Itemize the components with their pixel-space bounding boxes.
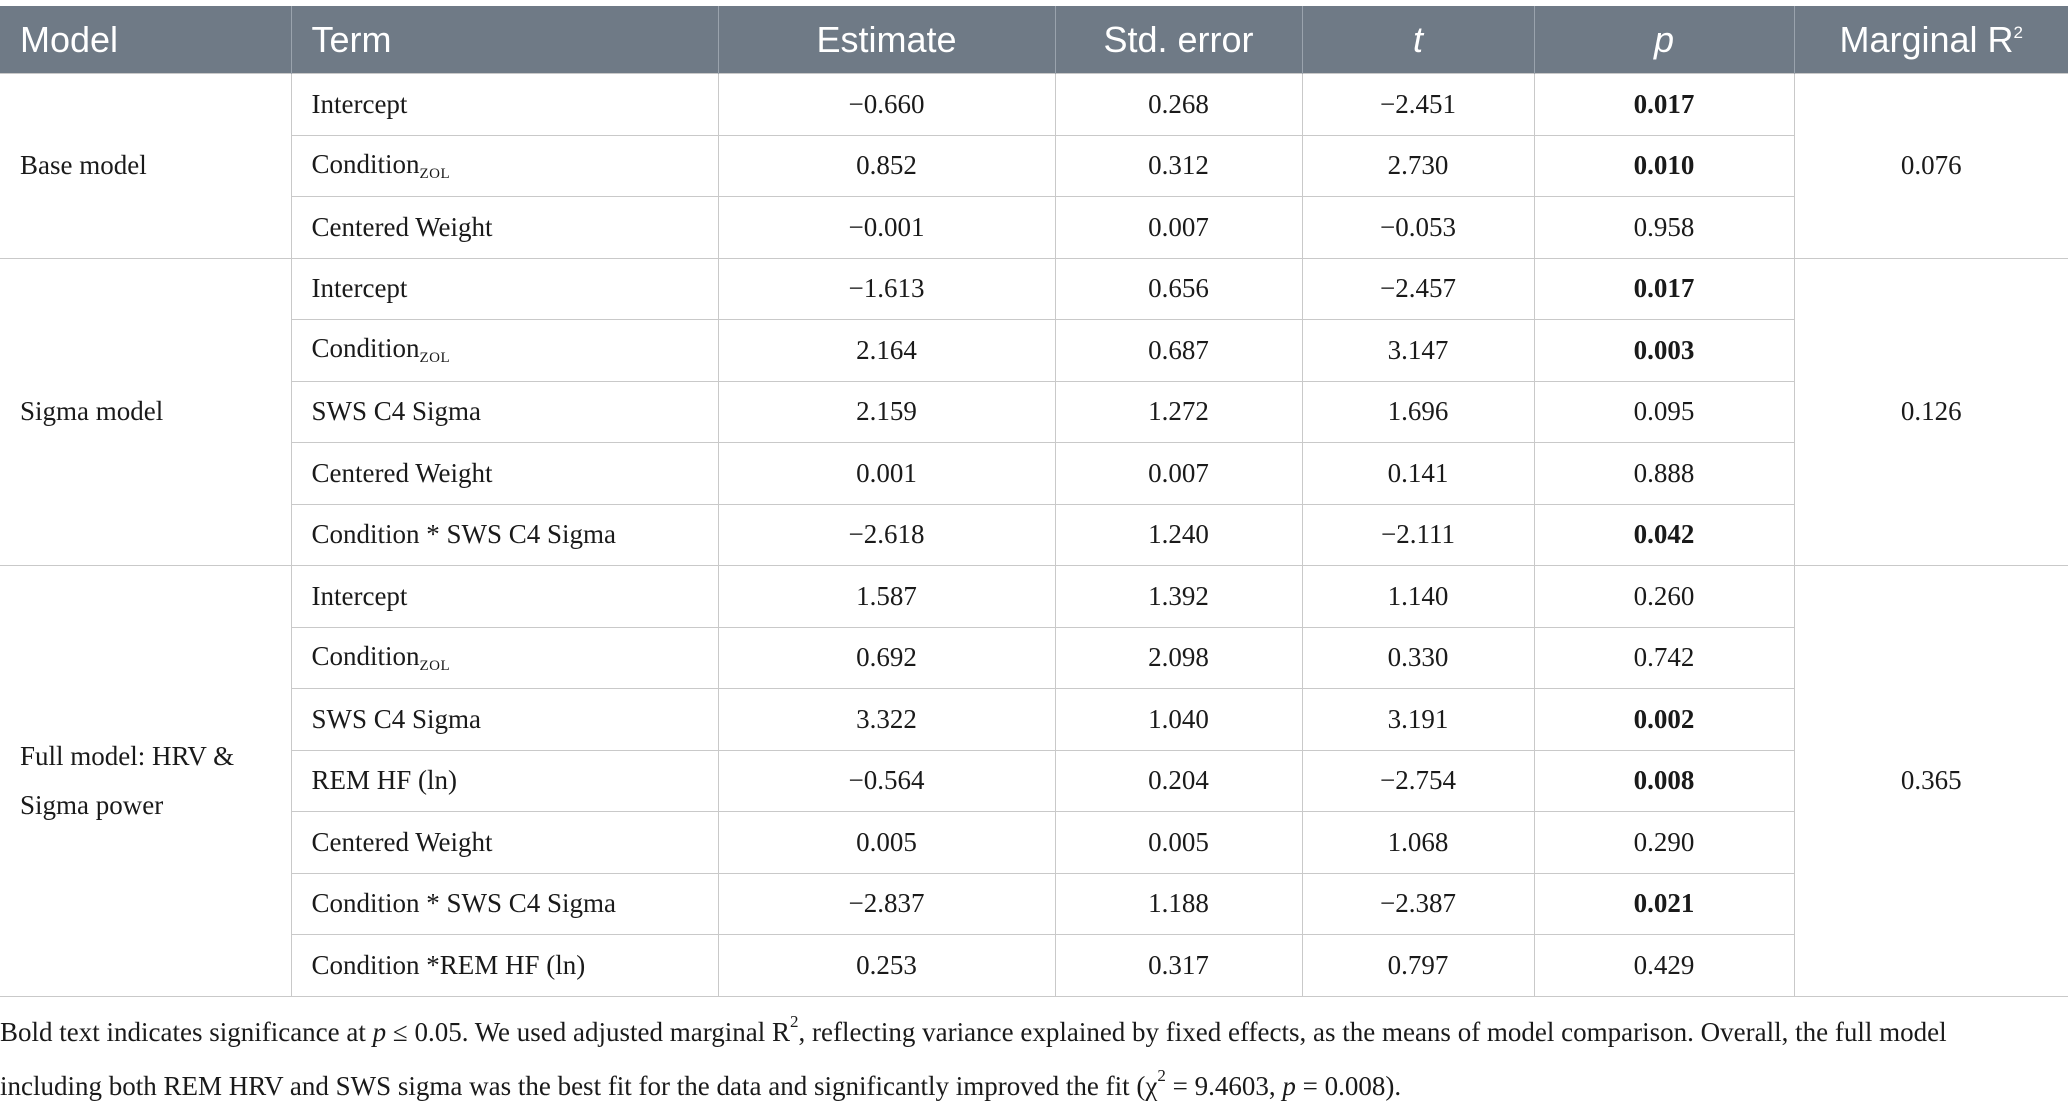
std-error-cell: 0.007: [1055, 443, 1302, 505]
header-marginal-r2-text: Marginal R: [1839, 18, 2014, 60]
term-label: REM HF (ln): [311, 765, 458, 796]
footnote-text-4: = 9.4603,: [1165, 1071, 1283, 1101]
term-cell: [291, 74, 718, 136]
marginal-r2-cell: 0.365: [1794, 566, 2068, 997]
t-value-cell: 1.696: [1302, 381, 1534, 443]
std-error-cell: 0.268: [1055, 74, 1302, 136]
footnote-sup-2: 2: [1157, 1066, 1166, 1085]
p-value-cell: 0.429: [1534, 935, 1794, 997]
term-label: Condition: [311, 640, 420, 671]
term-label: Intercept: [311, 88, 408, 119]
t-value-cell: 3.147: [1302, 320, 1534, 382]
footnote-sup-1: 2: [789, 1012, 799, 1031]
table-footnote: [0, 1000, 2040, 1108]
header-p: p: [1534, 6, 1794, 74]
std-error-cell: 0.687: [1055, 320, 1302, 382]
term-label: Centered Weight: [311, 457, 493, 488]
term-label: SWS C4 Sigma: [311, 396, 482, 427]
model-name-cell: Full model: HRV & Sigma power: [0, 566, 291, 997]
std-error-cell: 0.312: [1055, 135, 1302, 197]
std-error-cell: 1.392: [1055, 566, 1302, 628]
p-value-cell: 0.008: [1534, 750, 1794, 812]
header-std-error: Std. error: [1055, 6, 1302, 74]
term-label: Condition: [311, 148, 420, 179]
estimate-cell: −0.001: [718, 197, 1055, 259]
term-label: Condition: [311, 333, 420, 364]
estimate-cell: −0.660: [718, 74, 1055, 136]
table-row: [0, 135, 2068, 197]
estimate-cell: −2.618: [718, 504, 1055, 566]
header-marginal-r2-sup: 2: [2013, 22, 2024, 42]
p-value-cell: 0.042: [1534, 504, 1794, 566]
std-error-cell: 1.188: [1055, 873, 1302, 935]
results-table: [0, 6, 2068, 997]
term-cell: [291, 135, 718, 197]
std-error-cell: 2.098: [1055, 627, 1302, 689]
estimate-cell: −2.837: [718, 873, 1055, 935]
term-cell: [291, 197, 718, 259]
term-cell: [291, 689, 718, 751]
header-marginal-r2: [1794, 6, 2068, 74]
estimate-cell: 0.001: [718, 443, 1055, 505]
t-value-cell: −0.053: [1302, 197, 1534, 259]
term-label: Intercept: [311, 580, 408, 611]
term-cell: [291, 443, 718, 505]
std-error-cell: 0.656: [1055, 258, 1302, 320]
p-value-cell: 0.010: [1534, 135, 1794, 197]
t-value-cell: 3.191: [1302, 689, 1534, 751]
p-value-cell: 0.095: [1534, 381, 1794, 443]
t-value-cell: 0.330: [1302, 627, 1534, 689]
footnote-p-symbol: p: [372, 1017, 387, 1047]
std-error-cell: 1.240: [1055, 504, 1302, 566]
header-model: Model: [0, 6, 291, 74]
p-value-cell: 0.017: [1534, 74, 1794, 136]
term-label: Condition *REM HF (ln): [311, 949, 586, 980]
footnote-text-2: ≤ 0.05. We used adjusted marginal R: [386, 1017, 790, 1047]
estimate-cell: 1.587: [718, 566, 1055, 628]
term-cell: [291, 812, 718, 874]
term-cell: [291, 258, 718, 320]
table-body: [0, 74, 2068, 997]
term-cell: [291, 873, 718, 935]
table-row: [0, 258, 2068, 320]
t-value-cell: −2.451: [1302, 74, 1534, 136]
marginal-r2-cell: 0.076: [1794, 74, 2068, 259]
t-value-cell: −2.111: [1302, 504, 1534, 566]
footnote-text-3: , reflecting variance explained by fixed effects, as the means of model comparison. Overall, the full model including both REM HRV and SWS sigma was the best fit for the data and significantly improved the fit (χ: [0, 1017, 1947, 1101]
term-cell: [291, 566, 718, 628]
std-error-cell: 0.007: [1055, 197, 1302, 259]
footnote-text-5: = 0.008).: [1295, 1071, 1402, 1101]
footnote-text-1: Bold text indicates significance at: [0, 1017, 373, 1047]
std-error-cell: 0.005: [1055, 812, 1302, 874]
term-cell: [291, 504, 718, 566]
t-value-cell: −2.387: [1302, 873, 1534, 935]
table-row: [0, 197, 2068, 259]
marginal-r2-cell: 0.126: [1794, 258, 2068, 566]
term-subscript: ZOL: [419, 657, 451, 674]
table-row: [0, 504, 2068, 566]
estimate-cell: 0.852: [718, 135, 1055, 197]
std-error-cell: 1.272: [1055, 381, 1302, 443]
t-value-cell: 2.730: [1302, 135, 1534, 197]
p-value-cell: 0.958: [1534, 197, 1794, 259]
estimate-cell: 0.253: [718, 935, 1055, 997]
std-error-cell: 0.317: [1055, 935, 1302, 997]
header-t: t: [1302, 6, 1534, 74]
term-label: Intercept: [311, 273, 408, 304]
term-label: Centered Weight: [311, 826, 493, 857]
table-row: [0, 74, 2068, 136]
term-label: Condition * SWS C4 Sigma: [311, 519, 617, 550]
term-subscript: ZOL: [419, 165, 451, 182]
table-row: [0, 381, 2068, 443]
table-row: [0, 935, 2068, 997]
t-value-cell: −2.754: [1302, 750, 1534, 812]
table-row: [0, 443, 2068, 505]
p-value-cell: 0.021: [1534, 873, 1794, 935]
term-subscript: ZOL: [419, 350, 451, 367]
t-value-cell: 1.068: [1302, 812, 1534, 874]
term-label: SWS C4 Sigma: [311, 703, 482, 734]
model-name-cell: Base model: [0, 74, 291, 259]
model-name-cell: Sigma model: [0, 258, 291, 566]
table-row: [0, 873, 2068, 935]
table-row: [0, 689, 2068, 751]
term-cell: [291, 320, 718, 382]
p-value-cell: 0.742: [1534, 627, 1794, 689]
table-row: [0, 320, 2068, 382]
estimate-cell: −1.613: [718, 258, 1055, 320]
t-value-cell: −2.457: [1302, 258, 1534, 320]
p-value-cell: 0.260: [1534, 566, 1794, 628]
table-row: [0, 750, 2068, 812]
term-label: Centered Weight: [311, 211, 493, 242]
estimate-cell: 0.692: [718, 627, 1055, 689]
estimate-cell: 2.159: [718, 381, 1055, 443]
term-cell: [291, 750, 718, 812]
p-value-cell: 0.017: [1534, 258, 1794, 320]
term-cell: [291, 381, 718, 443]
estimate-cell: 2.164: [718, 320, 1055, 382]
std-error-cell: 1.040: [1055, 689, 1302, 751]
term-label: Condition * SWS C4 Sigma: [311, 888, 617, 919]
term-cell: [291, 935, 718, 997]
footnote-p-symbol-2: p: [1282, 1071, 1296, 1101]
table-row: [0, 812, 2068, 874]
p-value-cell: 0.002: [1534, 689, 1794, 751]
p-value-cell: 0.003: [1534, 320, 1794, 382]
estimate-cell: 0.005: [718, 812, 1055, 874]
p-value-cell: 0.888: [1534, 443, 1794, 505]
header-row: [0, 6, 2068, 74]
estimate-cell: 3.322: [718, 689, 1055, 751]
t-value-cell: 0.797: [1302, 935, 1534, 997]
table-row: [0, 627, 2068, 689]
table-row: [0, 566, 2068, 628]
t-value-cell: 1.140: [1302, 566, 1534, 628]
header-estimate: Estimate: [718, 6, 1055, 74]
p-value-cell: 0.290: [1534, 812, 1794, 874]
term-cell: [291, 627, 718, 689]
std-error-cell: 0.204: [1055, 750, 1302, 812]
estimate-cell: −0.564: [718, 750, 1055, 812]
t-value-cell: 0.141: [1302, 443, 1534, 505]
header-term: Term: [291, 6, 718, 74]
